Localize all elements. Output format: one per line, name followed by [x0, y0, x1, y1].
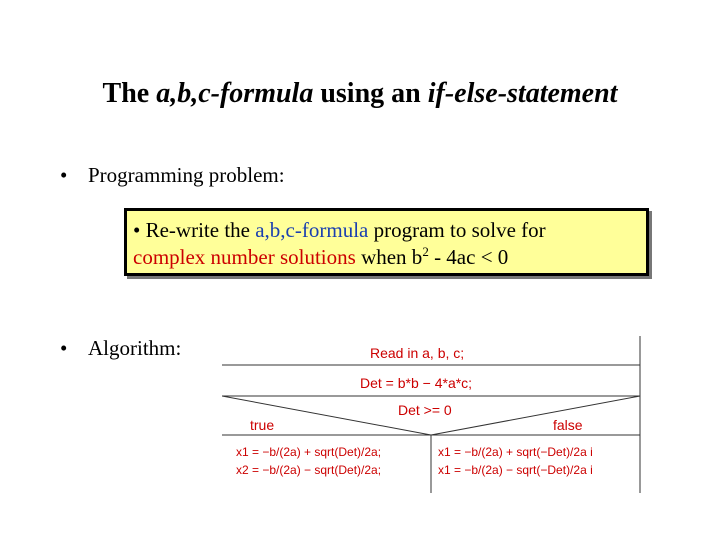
condition-label: Det >= 0 — [398, 402, 452, 418]
title-text-4: if-else-statement — [427, 78, 618, 109]
title-text-2: a,b,c-formula — [156, 78, 314, 109]
callout-link-text: a,b,c-formula — [255, 218, 369, 242]
true-label: true — [250, 417, 275, 433]
false-label: false — [553, 417, 583, 433]
callout-bullet-marker: • — [133, 218, 141, 242]
bullet-marker: • — [60, 336, 68, 360]
title-text-3: using an — [313, 78, 428, 109]
callout-text-3: when b — [355, 245, 423, 269]
bullet-text: Algorithm: — [88, 336, 182, 360]
callout-text-2: program to solve for — [368, 218, 546, 242]
true-x1-statement: x1 = −b/(2a) + sqrt(Det)/2a; — [236, 445, 382, 459]
bullet-algorithm — [60, 336, 181, 361]
false-x2-statement: x1 = −b/(2a) − sqrt(−Det)/2a i — [438, 463, 593, 477]
callout-text-1: Re-write the — [145, 218, 256, 242]
structogram-diagram — [222, 336, 644, 496]
callout-highlight-text: complex number solutions — [133, 245, 356, 269]
bullet-marker: • — [60, 163, 68, 187]
callout-exponent: 2 — [422, 244, 429, 259]
read-statement: Read in a, b, c; — [370, 345, 465, 361]
title-text-1: The — [102, 78, 157, 109]
callout-text-4: - 4ac < 0 — [428, 245, 509, 269]
condition-diagonal-right — [431, 396, 640, 435]
det-statement: Det = b*b − 4*a*c; — [360, 375, 473, 391]
problem-callout-box — [124, 208, 649, 276]
bullet-programming-problem — [60, 163, 285, 188]
true-x2-statement: x2 = −b/(2a) − sqrt(Det)/2a; — [236, 463, 382, 477]
slide-title — [0, 78, 720, 110]
bullet-text: Programming problem: — [88, 163, 285, 187]
false-x1-statement: x1 = −b/(2a) + sqrt(−Det)/2a i — [438, 445, 593, 459]
